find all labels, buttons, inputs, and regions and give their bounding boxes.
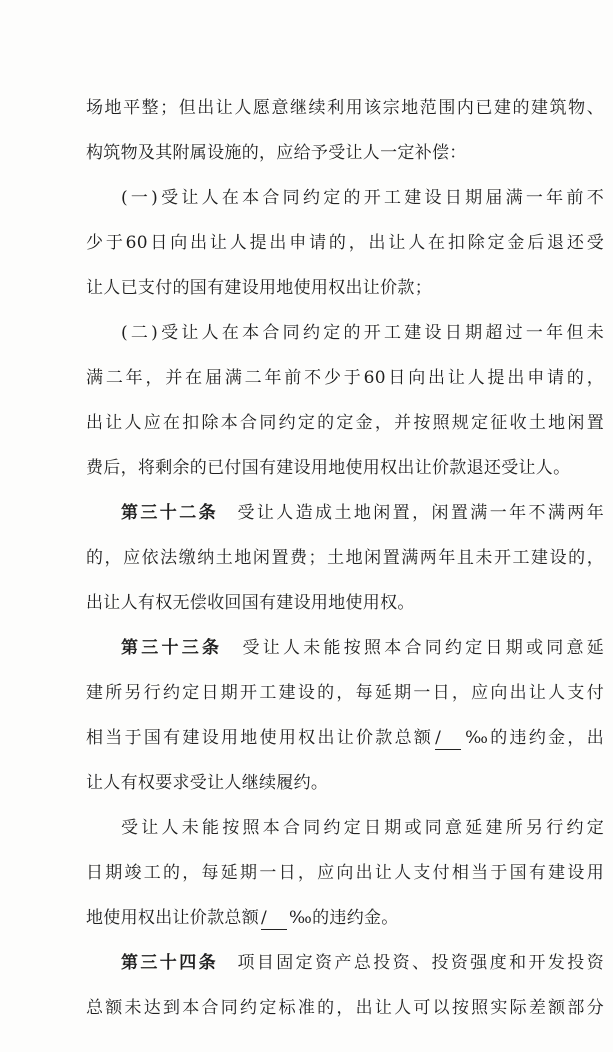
text-line: 场地平整；但出让人愿意继续利用该宗地范围内已建的建筑物、 (86, 98, 604, 118)
text-line: 总额未达到本合同约定标准的，出让人可以按照实际差额部分 (86, 998, 604, 1018)
article-text: 项目固定资产总投资、投资强度和开发投资 (235, 953, 605, 973)
text-line: 的，应依法缴纳土地闲置费；土地闲置满两年且未开工建设的， (86, 548, 604, 568)
penalty-rate-line (86, 726, 604, 750)
article-text: 受让人造成土地闲置，闲置满一年不满两年 (235, 503, 605, 523)
article-title: 第三十四条 (121, 953, 219, 973)
text-line: 让人已支付的国有建设用地使用权出让价款； (86, 278, 432, 298)
text-line: 受让人未能按照本合同约定日期或同意延建所另行约定 (121, 818, 604, 838)
text-line: 少于60日向出让人提出申请的，出让人在扣除定金后退还受 (86, 233, 604, 253)
text-line: 满二年，并在届满二年前不少于60日向出让人提出申请的， (86, 368, 604, 388)
article-34-line (121, 951, 604, 975)
text-line: (二)受让人在本合同约定的开工建设日期超过一年但未 (121, 323, 604, 343)
text-line: 让人有权要求受让人继续履约。 (86, 773, 329, 793)
penalty-rate-line (86, 906, 604, 930)
penalty-rate-blank: / (261, 909, 287, 930)
text-line: 出让人应在扣除本合同约定的定金，并按照规定征收土地闲置 (86, 413, 604, 433)
article-title: 第三十三条 (121, 638, 223, 658)
line-text: 地使用权出让价款总额 (86, 908, 259, 928)
article-text: 受让人未能按照本合同约定日期或同意延 (239, 638, 605, 658)
text-line: 出让人有权无偿收回国有建设用地使用权。 (86, 593, 415, 613)
text-line: (一)受让人在本合同约定的开工建设日期届满一年前不 (121, 188, 604, 208)
article-33-line (121, 636, 604, 660)
penalty-rate-blank: / (435, 729, 461, 750)
text-line: 建所另行约定日期开工建设的，每延期一日，应向出让人支付 (86, 683, 604, 703)
line-text: ‰的违约金，出 (463, 728, 604, 748)
article-32-line (121, 501, 604, 525)
text-line: 构筑物及其附属设施的，应给予受让人一定补偿： (86, 143, 467, 163)
text-line: 日期竣工的，每延期一日，应向出让人支付相当于国有建设用 (86, 863, 604, 883)
line-text: 相当于国有建设用地使用权出让价款总额 (86, 728, 434, 748)
line-text: ‰的违约金。 (289, 908, 399, 928)
article-title: 第三十二条 (121, 503, 219, 523)
text-line: 费后，将剩余的已付国有建设用地使用权出让价款退还受让人。 (86, 458, 571, 478)
